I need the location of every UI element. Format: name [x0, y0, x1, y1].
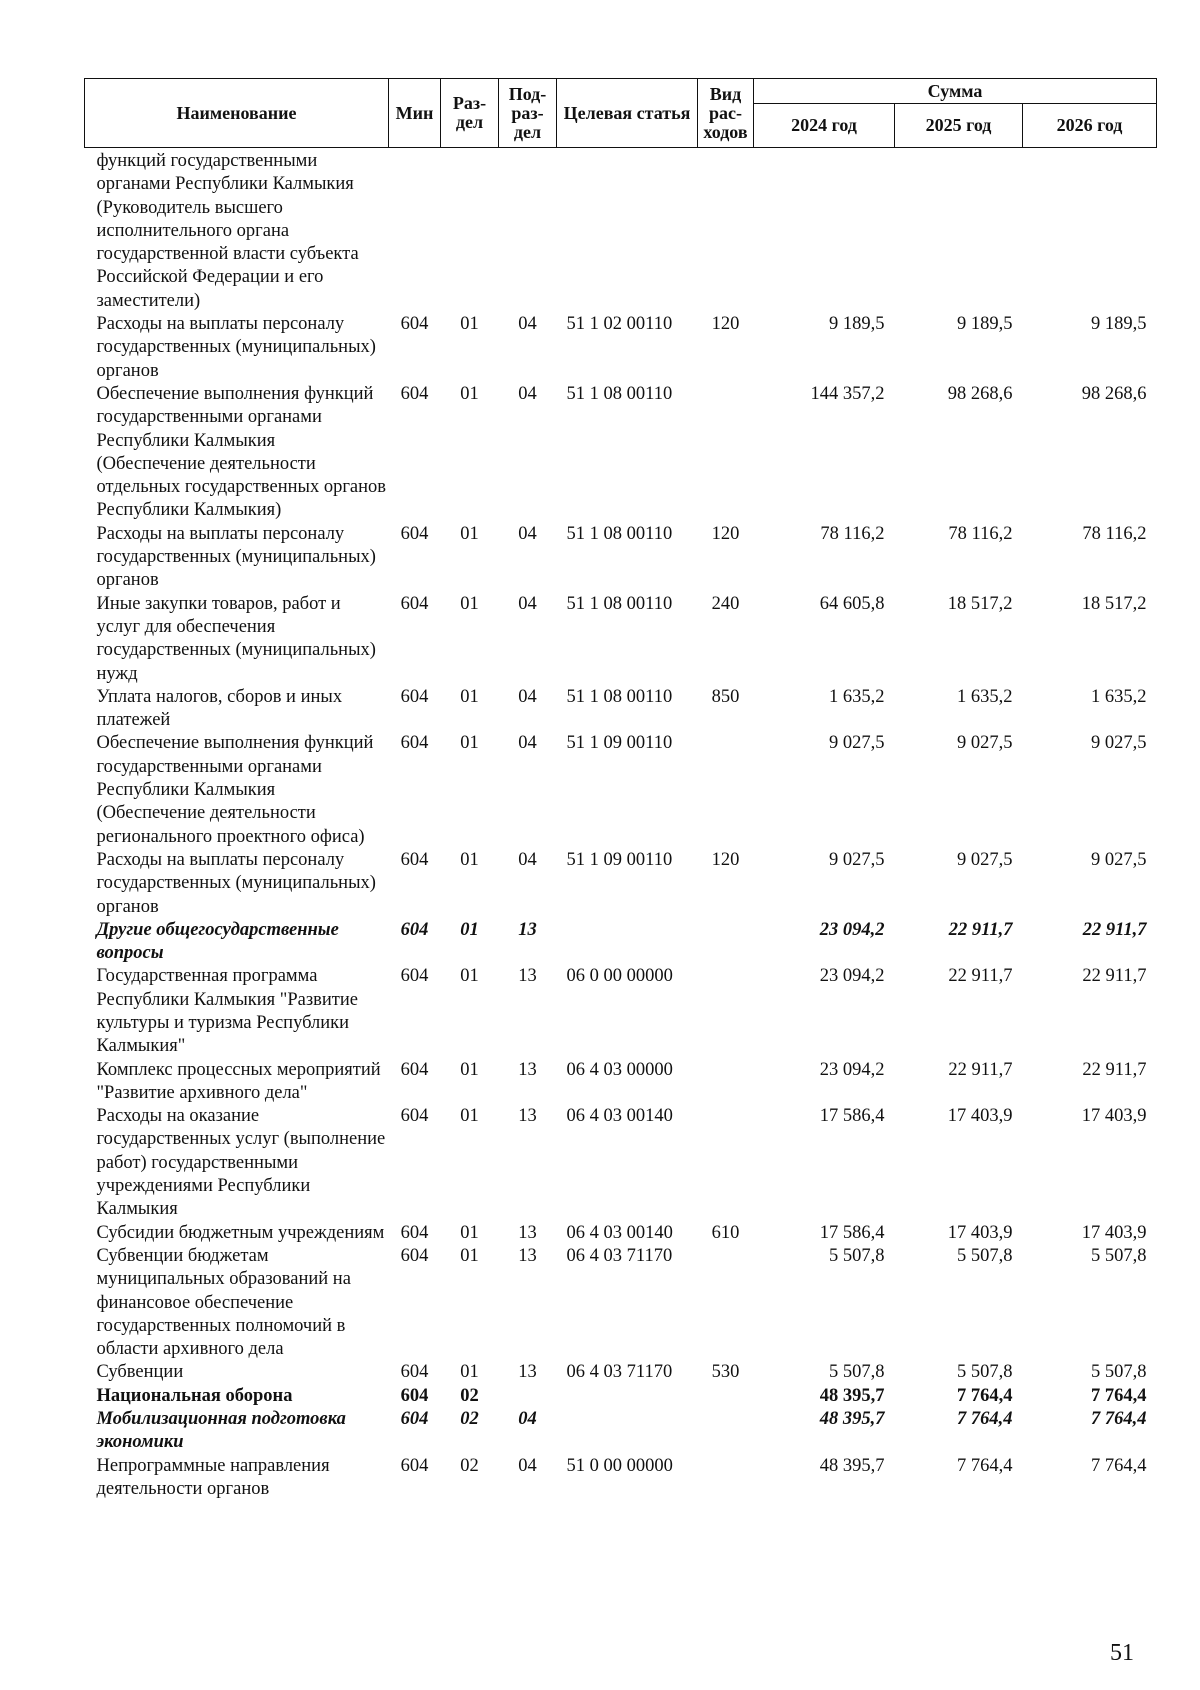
cell-name: Уплата налогов, сборов и иных платежей [96, 686, 343, 731]
cell-name: Мобилизационная подготовка экономики [96, 1409, 346, 1453]
cell-razdel: 01 [460, 1059, 479, 1080]
cell-vid [698, 1385, 754, 1408]
cell-min: 604 [400, 966, 429, 987]
cell-razdel: 02 [460, 1385, 479, 1406]
table-row [85, 919, 1157, 966]
cell-2026: 7 764,4 [1091, 1455, 1147, 1476]
table-row [85, 1361, 1157, 1384]
cell-min: 604 [400, 849, 429, 870]
cell-target [557, 1385, 698, 1408]
cell-name: Субвенции бюджетам муниципальных образований на финансовое обеспечение государственных полномочий в области архивного дела [96, 1245, 351, 1360]
cell-2024: 5 507,8 [829, 1245, 885, 1266]
cell-razdel: 01 [460, 314, 479, 335]
cell-2025: 98 268,6 [947, 383, 1013, 404]
cell-vid [698, 919, 754, 966]
header-razdel: Раз-дел [441, 79, 499, 148]
cell-min: 604 [400, 1245, 429, 1266]
cell-2025: 22 911,7 [948, 1059, 1013, 1080]
table-row [85, 313, 1157, 383]
cell-2026 [1023, 148, 1157, 314]
cell-target [557, 1408, 698, 1455]
cell-2026: 9 027,5 [1091, 733, 1147, 754]
cell-razdel: 01 [460, 1222, 479, 1243]
cell-2025: 7 764,4 [957, 1385, 1013, 1406]
cell-target [557, 148, 698, 314]
budget-table [84, 78, 1157, 1501]
table-row [85, 1385, 1157, 1408]
cell-2024: 17 586,4 [819, 1222, 885, 1243]
cell-podrazdel: 13 [518, 1245, 537, 1266]
cell-2024: 144 357,2 [810, 383, 885, 404]
cell-2026: 98 268,6 [1081, 383, 1147, 404]
cell-name: Расходы на выплаты персоналу государственных (муниципальных) органов [96, 314, 376, 381]
table-row [85, 965, 1157, 1058]
cell-2024: 9 027,5 [829, 849, 885, 870]
cell-min: 604 [400, 1455, 429, 1476]
cell-podrazdel: 04 [518, 733, 537, 754]
cell-podrazdel: 13 [518, 966, 537, 987]
cell-name: функций государственными органами Республики Калмыкия (Руководитель высшего исполнительного органа государственной власти субъекта Российской Федерации и его заместители) [96, 151, 359, 311]
cell-podrazdel: 13 [518, 1106, 537, 1127]
cell-2026: 9 189,5 [1091, 314, 1147, 335]
cell-target: 51 1 09 00110 [566, 849, 673, 870]
header-podrazdel: Под-раз-дел [499, 79, 557, 148]
cell-target: 06 4 03 00140 [566, 1222, 673, 1243]
table-header [85, 79, 1157, 148]
cell-name: Расходы на выплаты персоналу государственных (муниципальных) органов [96, 849, 376, 917]
cell-name: Другие общегосударственные вопросы [96, 919, 339, 964]
cell-vid: 610 [711, 1222, 740, 1243]
cell-min: 604 [400, 1409, 429, 1430]
cell-vid [698, 148, 754, 314]
table-row [85, 849, 1157, 919]
cell-podrazdel: 04 [518, 314, 537, 335]
cell-vid: 120 [711, 523, 740, 544]
budget-table-page [84, 78, 1156, 1501]
cell-podrazdel: 13 [518, 919, 537, 940]
cell-2024 [754, 148, 895, 314]
cell-target: 51 1 09 00110 [566, 733, 673, 754]
cell-vid [698, 1455, 754, 1502]
cell-2024: 9 189,5 [829, 314, 885, 335]
cell-vid: 850 [711, 686, 740, 707]
table-row [85, 1105, 1157, 1221]
cell-vid [698, 732, 754, 848]
cell-2026: 17 403,9 [1081, 1106, 1147, 1127]
cell-vid: 120 [711, 314, 740, 335]
cell-2024: 1 635,2 [829, 686, 885, 707]
cell-min: 604 [400, 686, 429, 707]
cell-name: Обеспечение выполнения функций государственными органами Республики Калмыкия (Обеспечение деятельности отдельных государственных органов Республики Калмыкия) [96, 383, 387, 521]
cell-min [389, 148, 441, 314]
cell-2025: 1 635,2 [957, 686, 1013, 707]
cell-2026: 5 507,8 [1091, 1362, 1147, 1383]
cell-2025: 9 027,5 [957, 733, 1013, 754]
cell-razdel: 01 [460, 1106, 479, 1127]
cell-min: 604 [400, 919, 429, 940]
cell-target: 51 0 00 00000 [566, 1455, 673, 1476]
cell-name: Расходы на оказание государственных услуг (выполнение работ) государственными учреждениями Республики Калмыкия [96, 1106, 386, 1220]
cell-target: 51 1 02 00110 [566, 314, 673, 335]
cell-target [557, 919, 698, 966]
page-number: 51 [1110, 1640, 1134, 1666]
cell-razdel [441, 148, 499, 314]
cell-min: 604 [400, 1059, 429, 1080]
cell-2024: 48 395,7 [819, 1385, 885, 1406]
cell-2025: 22 911,7 [948, 919, 1013, 940]
cell-target: 06 4 03 00140 [566, 1106, 673, 1127]
cell-min: 604 [400, 1222, 429, 1243]
header-year-2025: 2025 год [895, 104, 1023, 148]
cell-name: Иные закупки товаров, работ и услуг для обеспечения государственных (муниципальных) нужд [96, 593, 376, 684]
cell-name: Субсидии бюджетным учреждениям [96, 1222, 385, 1243]
cell-min: 604 [400, 314, 429, 335]
header-min: Мин [389, 79, 441, 148]
cell-min: 604 [400, 733, 429, 754]
cell-podrazdel: 04 [518, 849, 537, 870]
table-row [85, 1222, 1157, 1245]
cell-razdel: 01 [460, 1362, 479, 1383]
cell-2025: 18 517,2 [947, 593, 1013, 614]
cell-razdel: 01 [460, 686, 479, 707]
cell-2025: 9 027,5 [957, 849, 1013, 870]
cell-razdel: 02 [460, 1409, 479, 1430]
cell-min: 604 [400, 1106, 429, 1127]
cell-name: Расходы на выплаты персоналу государственных (муниципальных) органов [96, 523, 376, 591]
cell-2026: 9 027,5 [1091, 849, 1147, 870]
cell-podrazdel: 13 [518, 1362, 537, 1383]
cell-vid [698, 1245, 754, 1361]
cell-target: 51 1 08 00110 [566, 686, 673, 707]
table-row [85, 593, 1157, 686]
cell-name: Непрограммные направления деятельности органов [96, 1455, 330, 1499]
cell-vid [698, 1105, 754, 1221]
cell-2024: 9 027,5 [829, 733, 885, 754]
cell-target: 51 1 08 00110 [566, 383, 673, 404]
cell-2025: 7 764,4 [957, 1455, 1013, 1476]
cell-razdel: 02 [460, 1455, 479, 1476]
cell-2024: 17 586,4 [819, 1106, 885, 1127]
cell-2026: 22 911,7 [1082, 966, 1147, 987]
cell-razdel: 01 [460, 523, 479, 544]
cell-podrazdel: 04 [518, 383, 537, 404]
cell-target: 06 0 00 00000 [566, 966, 673, 987]
cell-2025: 17 403,9 [947, 1222, 1013, 1243]
cell-2024: 23 094,2 [819, 966, 885, 987]
cell-podrazdel: 13 [518, 1222, 537, 1243]
cell-name: Обеспечение выполнения функций государственными органами Республики Калмыкия (Обеспечение деятельности регионального проектного офиса) [96, 733, 374, 847]
cell-2026: 1 635,2 [1091, 686, 1147, 707]
cell-2026: 18 517,2 [1081, 593, 1147, 614]
cell-2024: 23 094,2 [819, 1059, 885, 1080]
table-row [85, 1455, 1157, 1502]
cell-name: Национальная оборона [96, 1385, 293, 1406]
cell-2026: 7 764,4 [1091, 1409, 1147, 1430]
table-body [85, 148, 1157, 1502]
cell-podrazdel: 04 [518, 686, 537, 707]
header-target: Целевая статья [557, 79, 698, 148]
table-row [85, 1408, 1157, 1455]
cell-min: 604 [400, 1362, 429, 1383]
cell-vid [698, 1408, 754, 1455]
header-sum: Сумма [754, 79, 1157, 104]
cell-name: Комплекс процессных мероприятий "Развитие архивного дела" [96, 1059, 381, 1103]
cell-vid [698, 1059, 754, 1106]
cell-vid: 240 [711, 593, 740, 614]
table-row [85, 1245, 1157, 1361]
cell-name: Государственная программа Республики Калмыкия "Развитие культуры и туризма Республики Калмыкия" [96, 966, 358, 1057]
cell-2025: 9 189,5 [957, 314, 1013, 335]
cell-min: 604 [400, 1385, 429, 1406]
cell-podrazdel: 04 [518, 523, 537, 544]
cell-2024: 64 605,8 [819, 593, 885, 614]
cell-2024: 5 507,8 [829, 1362, 885, 1383]
cell-2024: 48 395,7 [819, 1409, 885, 1430]
cell-podrazdel: 04 [518, 1455, 537, 1476]
cell-razdel: 01 [460, 733, 479, 754]
cell-target: 06 4 03 71170 [566, 1362, 673, 1383]
cell-2025: 22 911,7 [948, 966, 1013, 987]
cell-podrazdel: 13 [518, 1059, 537, 1080]
cell-podrazdel [499, 1385, 557, 1408]
cell-vid [698, 965, 754, 1058]
cell-2026: 5 507,8 [1091, 1245, 1147, 1266]
cell-razdel: 01 [460, 593, 479, 614]
cell-min: 604 [400, 523, 429, 544]
header-vid: Вид рас-ходов [698, 79, 754, 148]
cell-razdel: 01 [460, 849, 479, 870]
cell-2026: 78 116,2 [1082, 523, 1147, 544]
cell-target: 51 1 08 00110 [566, 593, 673, 614]
table-row [85, 148, 1157, 314]
cell-target: 51 1 08 00110 [566, 523, 673, 544]
cell-razdel: 01 [460, 1245, 479, 1266]
cell-min: 604 [400, 383, 429, 404]
header-year-2024: 2024 год [754, 104, 895, 148]
cell-2025: 5 507,8 [957, 1362, 1013, 1383]
cell-2025: 7 764,4 [957, 1409, 1013, 1430]
cell-2025: 17 403,9 [947, 1106, 1013, 1127]
cell-2026: 22 911,7 [1082, 919, 1147, 940]
cell-2024: 48 395,7 [819, 1455, 885, 1476]
cell-razdel: 01 [460, 919, 479, 940]
cell-2025: 78 116,2 [948, 523, 1013, 544]
table-row [85, 523, 1157, 593]
table-row [85, 686, 1157, 733]
cell-target: 06 4 03 71170 [566, 1245, 673, 1266]
cell-2024: 78 116,2 [820, 523, 885, 544]
table-row [85, 383, 1157, 523]
cell-name: Субвенции [96, 1362, 184, 1383]
header-year-2026: 2026 год [1023, 104, 1157, 148]
cell-2026: 22 911,7 [1082, 1059, 1147, 1080]
cell-2026: 7 764,4 [1091, 1385, 1147, 1406]
cell-podrazdel: 04 [518, 1409, 537, 1430]
cell-2025 [895, 148, 1023, 314]
cell-2026: 17 403,9 [1081, 1222, 1147, 1243]
table-row [85, 732, 1157, 848]
cell-2025: 5 507,8 [957, 1245, 1013, 1266]
cell-razdel: 01 [460, 966, 479, 987]
header-name: Наименование [85, 79, 389, 148]
table-row [85, 1059, 1157, 1106]
cell-vid [698, 383, 754, 523]
cell-vid: 120 [711, 849, 740, 870]
cell-2024: 23 094,2 [819, 919, 885, 940]
cell-razdel: 01 [460, 383, 479, 404]
cell-podrazdel [499, 148, 557, 314]
cell-vid: 530 [711, 1362, 740, 1383]
cell-target: 06 4 03 00000 [566, 1059, 673, 1080]
cell-min: 604 [400, 593, 429, 614]
cell-podrazdel: 04 [518, 593, 537, 614]
